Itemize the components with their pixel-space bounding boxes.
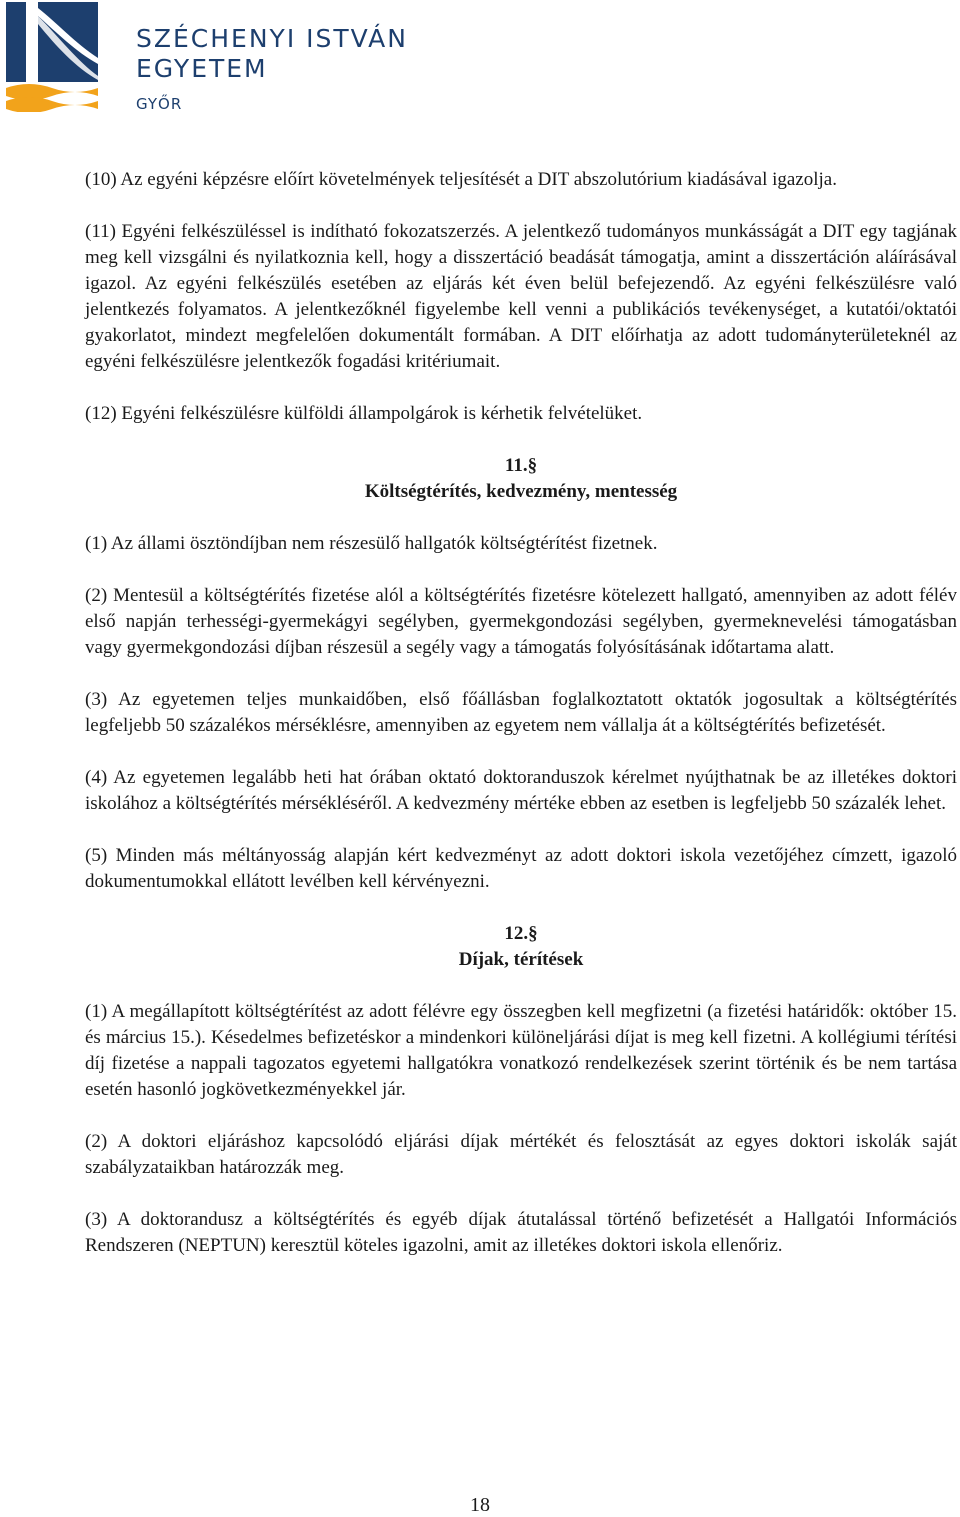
paragraph-10: (10) Az egyéni képzésre előírt követelmények teljesítését a DIT abszolutórium kiadásával igazolja. — [85, 169, 837, 190]
logo-text-line2: EGYETEM — [136, 54, 268, 83]
paragraph-11: (11) Egyéni felkészüléssel is indítható fokozatszerzés. A jelentkező tudományos munkásságát a DIT egy tagjának meg kell vizsgálni és nyilatkoznia kell, hogy a disszertáció beadását támogatja, amint a disszertáción aláírásával igazol. Az egyéni felkészülés esetében az eljárás két éven belül befejezendő. Az egyéni felkészülésre való jelentkezés folyamatos. A jelentkezőknél figyelembe kell venni a publikációs tevékenységet, a kutatói/oktatói gyakorlatot, mindezt megfelelően dokumentált formában. A DIT előírhatja az adott tudományterületeknél az egyéni felkészülésre jelentkezők fogadási kritériumait. — [85, 221, 957, 372]
paragraph-12: (12) Egyéni felkészülésre külföldi állampolgárok is kérhetik felvételüket. — [85, 403, 643, 424]
section-11-paragraph-5: (5) Minden más méltányosság alapján kért kedvezményt az adott doktori iskola vezetőjéhez címzett, igazoló dokumentumokkal ellátott levélben kell kérvényezni. — [85, 845, 957, 892]
logo-text-city: GYŐR — [136, 95, 183, 113]
section-12-paragraph-3: (3) A doktorandusz a költségtérítés és egyéb díjak átutalással történő befizetését a Hallgatói Információs Rendszeren (NEPTUN) keresztül köteles igazolni, amit az illetékes doktori iskola ellenőriz. — [85, 1209, 957, 1256]
section-11-heading — [85, 453, 957, 505]
section-11-paragraph-2: (2) Mentesül a költségtérítés fizetése alól a költségtérítés fizetésre kötelezett hallgató, amennyiben az adott félév első napján terhességi-gyermekágyi segélyben, gyermekgondozási segélyben, gyermeknevelési támogatásban vagy gyermekgondozási díjban részesül a segély vagy a támogatás folyósításának időtartama alatt. — [85, 585, 957, 658]
section-12-paragraph-2: (2) A doktori eljáráshoz kapcsolódó eljárási díjak mértékét és felosztását az egyes doktori iskolák saját szabályzataikban határozzák meg. — [85, 1131, 957, 1178]
section-11-number: 11.§ — [504, 455, 538, 476]
section-11-title: Költségtérítés, kedvezmény, mentesség — [364, 481, 678, 502]
section-12-title: Díjak, térítések — [458, 949, 584, 970]
section-12-paragraph-1: (1) A megállapított költségtérítést az adott félévre egy összegben kell megfizetni (a fizetési határidők: október 15. és március 15.). Késedelmes befizetéskor a mindenkori különeljárási díjat is meg kell fizetni. A kollégiumi térítési díj fizetése a nappali tagozatos egyetemi hallgatókra vonatkozó rendelkezések szerint történik és be nem tartása esetén hasonló jogkövetkezményekkel jár. — [85, 1001, 957, 1100]
section-12-number: 12.§ — [504, 923, 538, 944]
university-logo-icon — [6, 2, 98, 112]
section-11-paragraph-4: (4) Az egyetemen legalább heti hat órában oktató doktoranduszok kérelmet nyújthatnak be az illetékes doktori iskolához a költségtérítés mérsékléséről. A kedvezmény mértéke ebben az esetben is legfeljebb 50 százalék lehet. — [85, 767, 957, 814]
section-11-paragraph-1: (1) Az állami ösztöndíjban nem részesülő hallgatók költségtérítést fizetnek. — [85, 533, 658, 554]
page-number: 18 — [470, 1494, 490, 1516]
section-11-paragraph-3: (3) Az egyetemen teljes munkaidőben, első főállásban foglalkoztatott oktatók jogosultak a költségtérítés legfeljebb 50 százalékos mérséklésre, amennyiben az egyetem nem vállalja át a költségtérítés befizetését. — [85, 689, 957, 736]
logo-text-line1: SZÉCHENYI ISTVÁN — [136, 24, 408, 53]
university-header — [6, 2, 426, 114]
document-body — [85, 167, 957, 1285]
section-12-heading — [85, 921, 957, 973]
